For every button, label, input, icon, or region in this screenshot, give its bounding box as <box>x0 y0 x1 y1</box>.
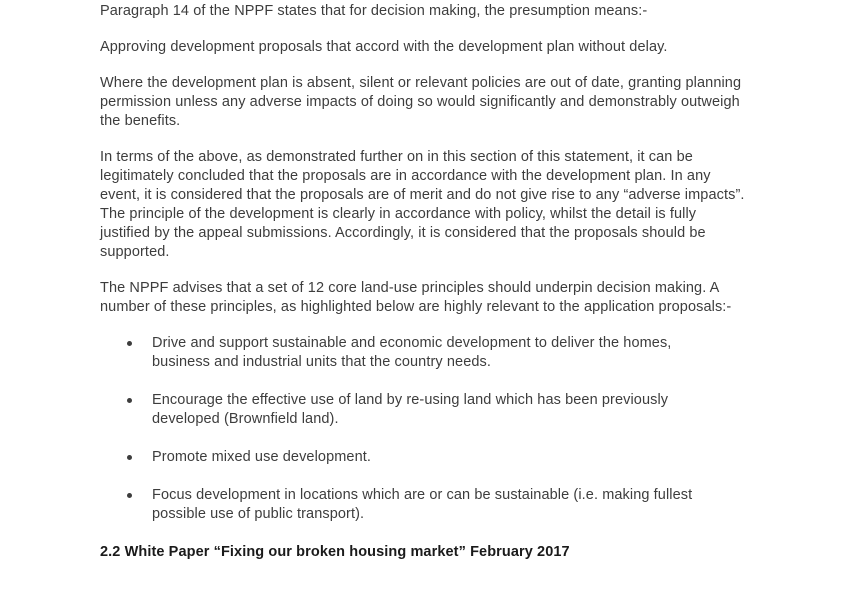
list-item <box>100 486 748 524</box>
bullet-text: Drive and support sustainable and economic development to deliver the homes, business and industrial units that the country needs. <box>152 335 672 370</box>
paragraph-core-principles-intro: The NPPF advises that a set of 12 core land-use principles should underpin decision making. A number of these principles, as highlighted below are highly relevant to the application proposals:- <box>100 280 732 315</box>
paragraph-plan-absent: Where the development plan is absent, silent or relevant policies are out of date, granting planning permission unless any adverse impacts of doing so would significantly and demonstrably outweigh the benefits. <box>100 75 742 129</box>
text-block <box>100 2 748 562</box>
bullet-icon <box>127 341 132 346</box>
paragraph-approving-proposals: Approving development proposals that accord with the development plan without delay. <box>100 39 668 55</box>
bullet-text: Promote mixed use development. <box>152 449 371 465</box>
paragraph-presumption-intro: Paragraph 14 of the NPPF states that for decision making, the presumption means:- <box>100 3 648 19</box>
bullet-icon <box>127 398 132 403</box>
bullet-icon <box>127 455 132 460</box>
list-item <box>100 391 748 429</box>
bullet-text: Encourage the effective use of land by re-using land which has been previously developed (Brownfield land). <box>152 392 669 427</box>
list-item <box>100 448 748 467</box>
list-item <box>100 334 748 372</box>
section-heading: 2.2 White Paper “Fixing our broken housing market” February 2017 <box>100 544 570 560</box>
bullet-icon <box>127 493 132 498</box>
paragraph-in-terms-of-above: In terms of the above, as demonstrated further on in this section of this statement, it can be legitimately concluded that the proposals are in accordance with the development plan. In any event, it is considered that the proposals are of merit and do not give rise to any “adverse impacts”. The principle of the development is clearly in accordance with policy, whilst the detail is fully justified by the appeal submissions. Accordingly, it is considered that the proposals should be supported. <box>100 149 745 260</box>
bullet-text: Focus development in locations which are or can be sustainable (i.e. making fullest possible use of public transport). <box>152 487 693 522</box>
principles-bullet-list <box>100 334 748 524</box>
